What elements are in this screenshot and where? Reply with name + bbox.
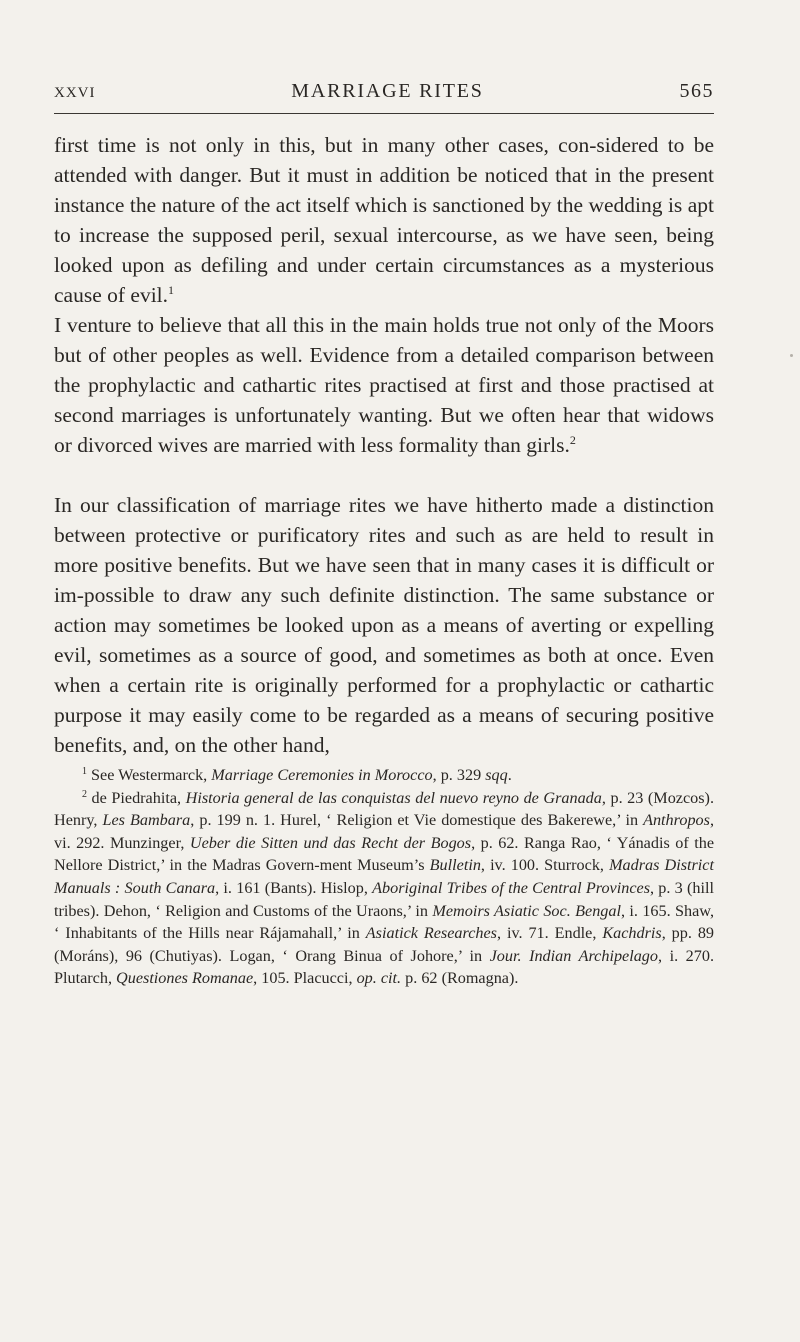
text-run: , p. 199 n. 1. Hurel, ‘ Religion et Vie domestique des Bakerewe,’ in: [190, 811, 644, 830]
chapter-number: XXVI: [54, 85, 96, 101]
footnote-marker: 1: [82, 766, 87, 777]
text-run: , p. 3 (hill tribes). Dehon, ‘ Religion and Customs of the Uraons,’ in: [54, 878, 714, 920]
text-run: p. 62 (Romagna).: [401, 969, 519, 988]
footnote-marker: 2: [82, 788, 87, 800]
text-run: , vi. 292. Munzinger,: [54, 811, 714, 852]
running-title: MARRIAGE RITES: [291, 80, 484, 102]
text-run: , i. 270. Plutarch,: [54, 946, 714, 988]
text-run: .: [507, 766, 512, 784]
paragraph: [54, 490, 714, 760]
text-run: , iv. 71. Endle,: [496, 924, 603, 943]
italic-title: sqq: [485, 766, 508, 784]
page-number: 565: [679, 80, 714, 102]
italic-title: Marriage Ceremonies in Morocco: [211, 766, 433, 784]
italic-title: Bulletin: [429, 856, 481, 875]
footnote-marker: 1: [168, 283, 175, 297]
text-run: , i. 161 (Bants). Hislop,: [215, 878, 373, 897]
italic-title: Kachdris: [602, 924, 662, 943]
text-run: See Westermarck,: [87, 766, 212, 784]
italic-title: Questiones Romanae: [116, 969, 254, 988]
text-run: , iv. 100. Sturrock,: [480, 856, 610, 875]
italic-title: Historia general de las conquistas del nuevo reyno de Granada: [185, 788, 602, 807]
italic-title: op. cit.: [356, 969, 402, 988]
footnote-marker: 2: [569, 433, 576, 447]
text-run: , pp. 89 (Moráns), 96 (Chutiyas). Logan, ‘ Orang Binua of Johore,’ in: [54, 924, 715, 965]
text-run: , p. 23 (Mozcos). Henry,: [54, 788, 714, 830]
italic-title: Les Bambara: [102, 811, 191, 830]
text-run: , p. 62. Ranga Rao, ‘ Yánadis of the Nellore District,’ in the Madras Govern-ment Museum’s: [54, 833, 715, 875]
footnote: [54, 787, 714, 990]
text-run: I venture to believe that all this in the main holds true not only of the Moors but of other peoples as well. Evidence from a detailed comparison between the prophylactic and cathartic rites practised at first and those practised at second marriages is unfortunately wanting. But we often hear that widows or divorced wives are married with less formality than girls.: [54, 313, 714, 457]
text-run: , p. 329: [432, 766, 486, 784]
italic-title: Madras District Manuals : South Canara: [54, 856, 714, 897]
italic-title: Ueber die Sitten und das Recht der Bogos: [189, 833, 472, 852]
italic-title: Aboriginal Tribes of the Central Provinces: [372, 878, 650, 897]
italic-title: Memoirs Asiatic Soc. Bengal: [432, 901, 621, 920]
footnotes: [54, 764, 714, 990]
paragraph-gap: [54, 460, 714, 490]
italic-title: Jour. Indian Archipelago: [489, 946, 658, 965]
text-run: de Piedrahita,: [87, 788, 186, 807]
paragraph: [54, 130, 714, 310]
italic-title: Anthropos: [643, 811, 710, 830]
text-run: first time is not only in this, but in many other cases, con-sidered to be attended with danger. But it must in addition be noticed that in the present instance the nature of the act itself which is sanctioned by the wedding is apt to increase the supposed peril, sexual intercourse, as we have seen, being looked upon as defiling and under certain circumstances as a mysterious cause of evil.: [54, 133, 714, 307]
running-head: [54, 80, 714, 114]
text-run: In our classification of marriage rites we have hitherto made a distinction between protective or purificatory rites and such as are held to result in more positive benefits. But we have seen that in many cases it is difficult or im-possible to draw any such definite distinction. The same substance or action may sometimes be looked upon as a means of averting or expelling evil, sometimes as a source of good, and sometimes as both at once. Even when a certain rite is originally performed for a prophylactic or cathartic purpose it may easily come to be regarded as a means of securing positive benefits, and, on the other hand,: [54, 493, 714, 757]
margin-mark: [790, 354, 793, 357]
italic-title: Asiatick Researches: [365, 924, 497, 943]
footnote: [54, 764, 714, 787]
text-run: , 105. Placucci,: [253, 969, 357, 988]
text-run: , i. 165. Shaw, ‘ Inhabitants of the Hills near Rájamahall,’ in: [54, 901, 714, 943]
book-page: [54, 80, 714, 990]
main-text: [54, 130, 714, 760]
paragraph: [54, 310, 714, 460]
